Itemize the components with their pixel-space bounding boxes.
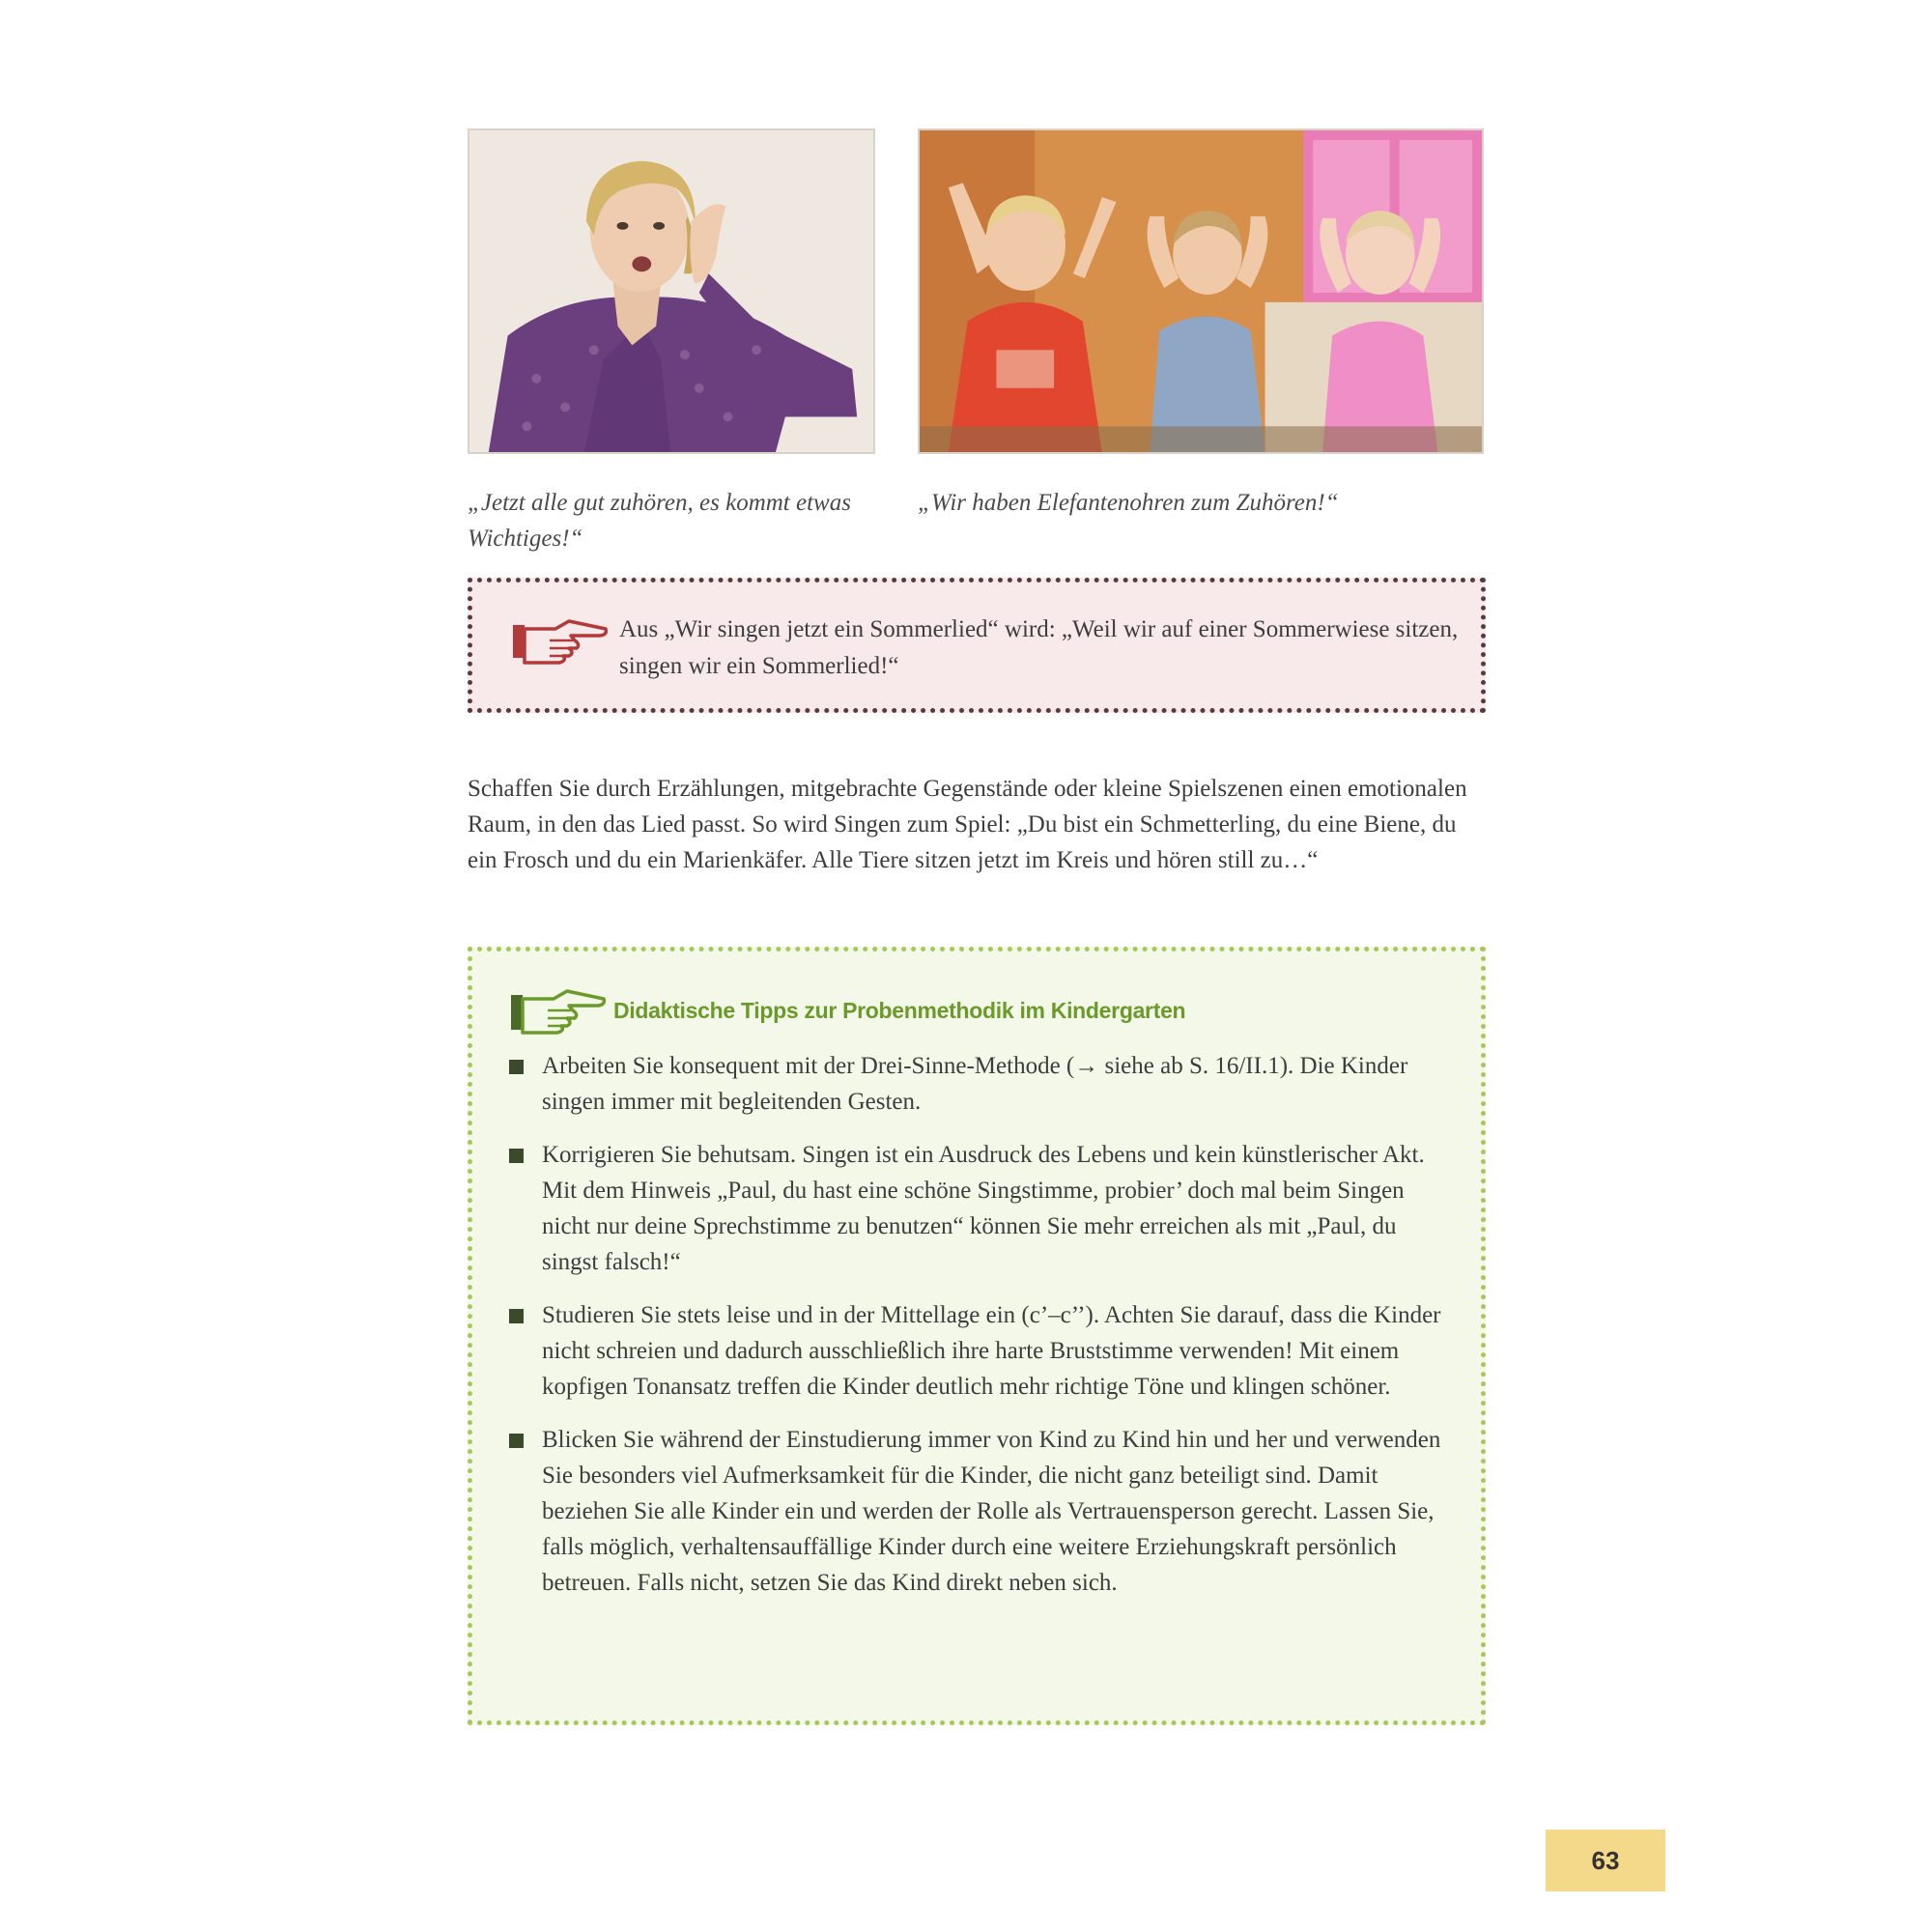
photo-caption-right: „Wir haben Elefantenohren zum Zuhören!“ [918, 490, 1339, 516]
tip-text: Blicken Sie während der Einstudierung immer von Kind zu Kind hin und her und verwenden Sie besonders viel Aufmerksamkeit für die Kinder, die nicht ganz beteiligt sind. Damit beziehen Sie alle Kinder ein und werden der Rolle als Vertrauensperson gerecht. Lassen Sie, falls möglich, verhaltensauffällige Kinder durch eine weitere Erziehungskraft persönlich betreuen. Falls nicht, setzen Sie das Kind direkt neben sich. [542, 1427, 1441, 1596]
tip-text: Arbeiten Sie konsequent mit der Drei-Sinne-Methode (→ siehe ab S. 16/II.1). Die Kinder singen immer mit begleitenden Gesten. [542, 1053, 1408, 1115]
tip-text: Studieren Sie stets leise und in der Mittellage ein (c’–c’’). Achten Sie darauf, dass die Kinder nicht schreien und dadurch ausschließlich ihre harte Bruststimme verwenden! Mit einem kopfigen Tonansatz treffen die Kinder deutlich mehr richtige Töne und klingen schöner. [542, 1302, 1441, 1400]
square-bullet-icon [509, 1149, 524, 1163]
example-note-box [468, 578, 1486, 713]
square-bullet-icon [509, 1434, 524, 1448]
pointing-hand-icon [511, 617, 608, 666]
tips-title: Didaktische Tipps zur Probenmethodik im Kindergarten [613, 998, 1186, 1023]
tips-list [509, 1048, 1446, 1618]
list-item [509, 1048, 1446, 1120]
page-number: 63 [1591, 1845, 1620, 1875]
list-item [509, 1137, 1446, 1280]
square-bullet-icon [509, 1309, 524, 1323]
pointing-hand-icon [509, 986, 606, 1037]
tips-box [468, 947, 1486, 1725]
tip-text: Korrigieren Sie behutsam. Singen ist ein Ausdruck des Lebens und kein künstlerischer Akt. Mit dem Hinweis „Paul, du hast eine schöne Singstimme, probier’ doch mal beim Singen nicht nur deine Sprechstimme zu benutzen“ können Sie mehr erreichen als mit „Paul, du singst falsch!“ [542, 1142, 1425, 1275]
photo-caption-left: „Jetzt alle gut zuhören, es kommt etwas Wichtiges!“ [468, 490, 851, 552]
photo-children-elephant-ears [918, 128, 1484, 454]
photo-woman-listening [468, 128, 875, 454]
page-number-badge [1546, 1830, 1665, 1891]
list-item [509, 1297, 1446, 1405]
note-text: Aus „Wir singen jetzt ein Sommerlied“ wird: „Weil wir auf einer Sommerwiese sitzen, singen wir ein Sommerlied!“ [619, 616, 1459, 679]
body-paragraph: Schaffen Sie durch Erzählungen, mitgebrachte Gegenstände oder kleine Spielszenen einen emotionalen Raum, in den das Lied passt. So wird Singen zum Spiel: „Du bist ein Schmetterling, du eine Biene, du ein Frosch und du ein Marienkäfer. Alle Tiere sitzen jetzt im Kreis und hören still zu…“ [468, 776, 1467, 873]
square-bullet-icon [509, 1060, 524, 1074]
list-item [509, 1422, 1446, 1601]
